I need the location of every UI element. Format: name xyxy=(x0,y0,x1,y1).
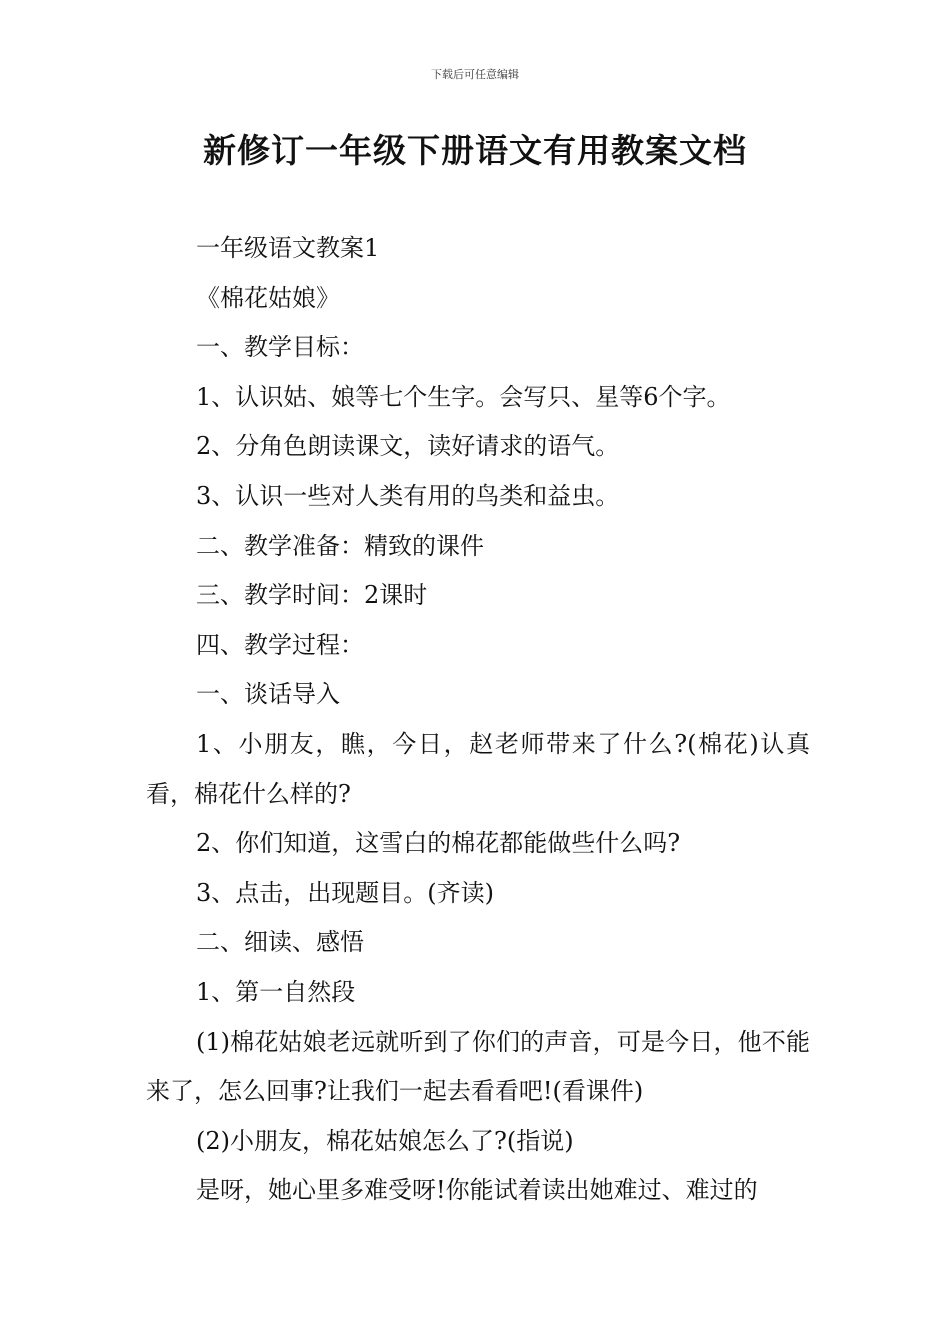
paragraph: 一、谈话导入 xyxy=(196,680,340,709)
document-body xyxy=(146,224,810,1216)
paragraph: 三、教学时间：2课时 xyxy=(196,581,428,610)
paragraph: 二、细读、感悟 xyxy=(196,928,364,957)
paragraph: 1、认识姑、娘等七个生字。会写只、星等6个字。 xyxy=(196,382,731,411)
document-title: 新修订一年级下册语文有用教案文档 xyxy=(203,131,747,170)
paragraph: 1、小朋友，瞧，今日，赵老师带来了什么?(棉花)认真看，棉花什么样的? xyxy=(146,729,810,808)
paragraph: 2、你们知道，这雪白的棉花都能做些什么吗? xyxy=(196,829,681,858)
paragraph: (1)棉花姑娘老远就听到了你们的声音，可是今日，他不能来了，怎么回事?让我们一起去看看吧!(看课件) xyxy=(146,1027,810,1106)
header-note: 下载后可任意编辑 xyxy=(431,68,519,81)
paragraph: 2、分角色朗读课文，读好请求的语气。 xyxy=(196,432,620,461)
paragraph: 3、点击，出现题目。(齐读) xyxy=(196,878,494,907)
paragraph: 是呀，她心里多难受呀!你能试着读出她难过、难过的 xyxy=(196,1176,758,1205)
paragraph: 1、第一自然段 xyxy=(196,977,356,1006)
paragraph: 一、教学目标： xyxy=(196,333,364,362)
paragraph: 四、教学过程： xyxy=(196,630,364,659)
paragraph: 一年级语文教案1 xyxy=(196,234,380,262)
paragraph: (2)小朋友，棉花姑娘怎么了?(指说) xyxy=(196,1126,574,1155)
paragraph: 3、认识一些对人类有用的鸟类和益虫。 xyxy=(196,481,620,510)
paragraph: 《棉花姑娘》 xyxy=(196,283,340,312)
paragraph: 二、教学准备：精致的课件 xyxy=(196,531,484,560)
